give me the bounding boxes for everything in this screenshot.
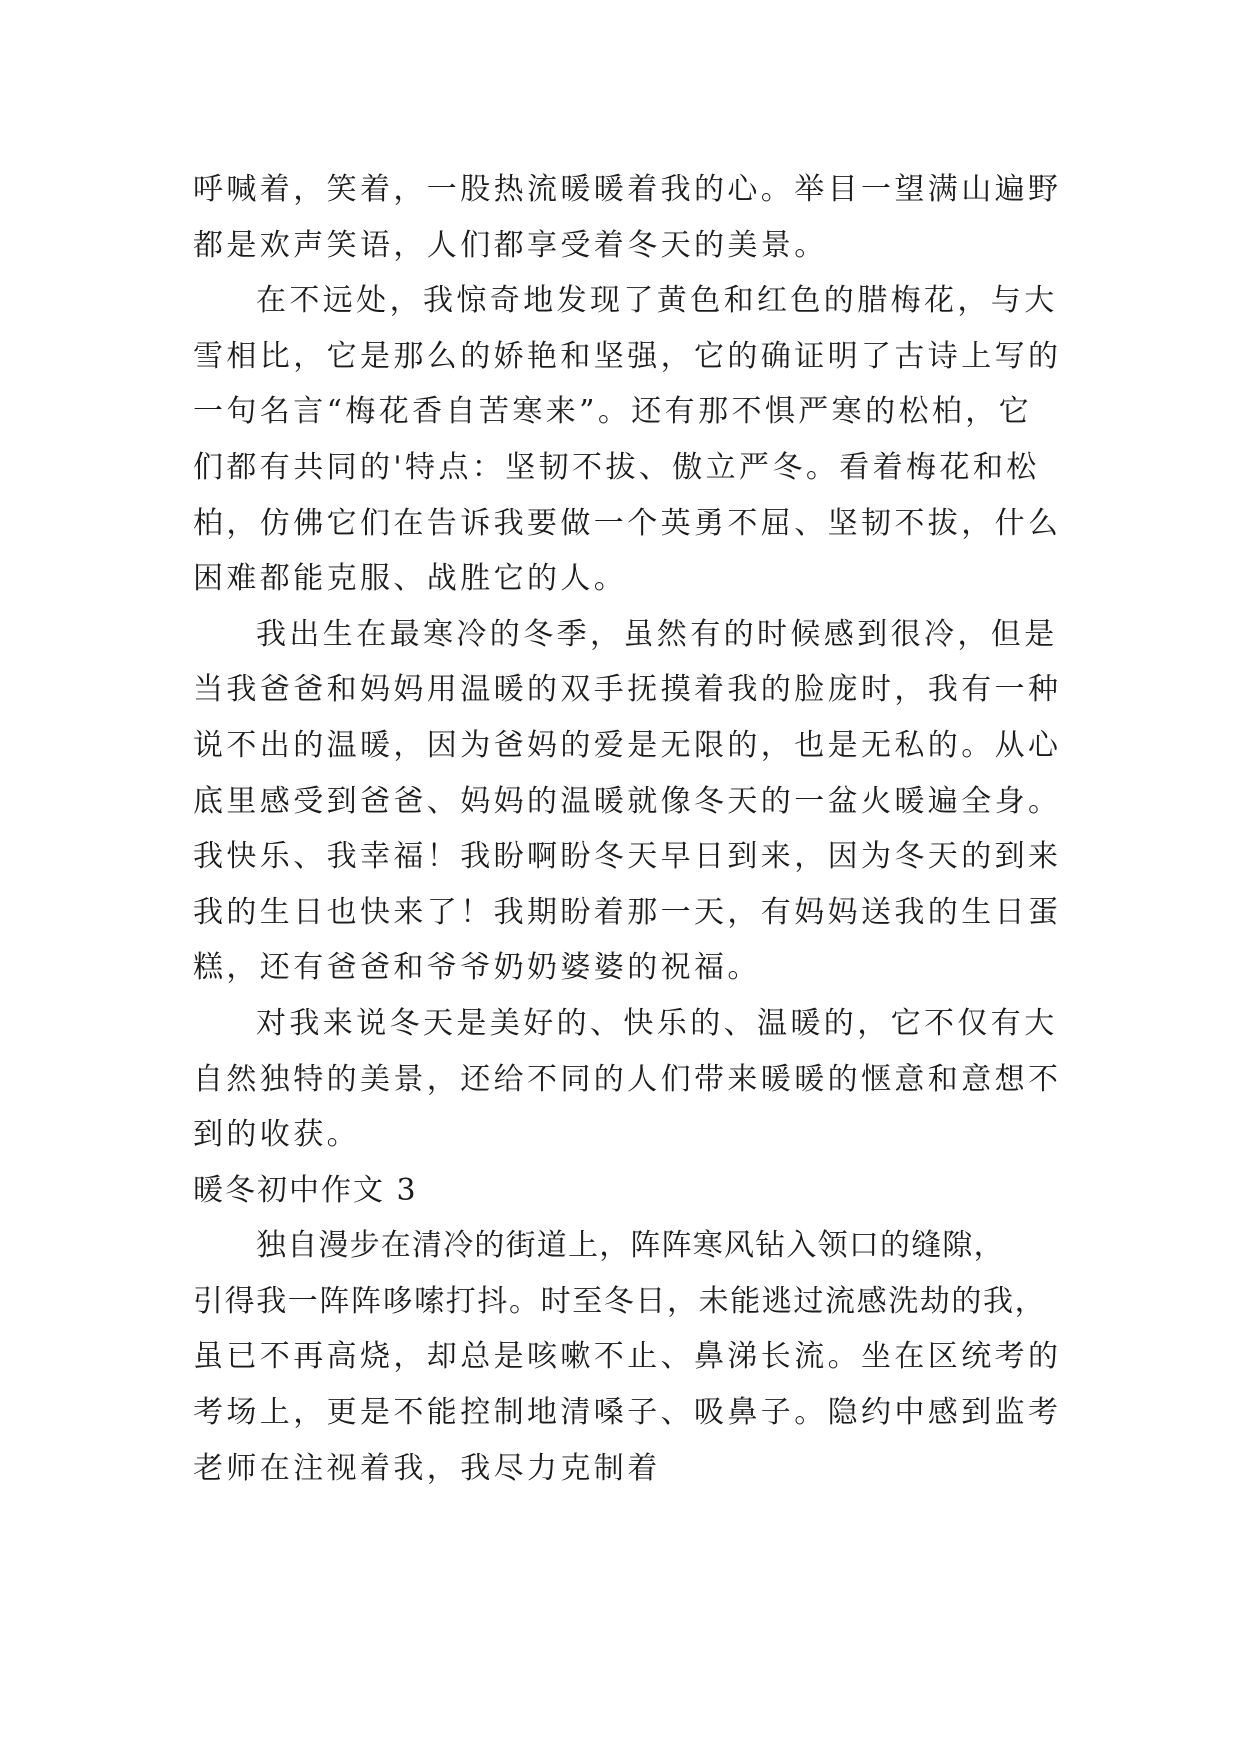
text-line: 老师在注视着我，我尽力克制着 (193, 1450, 661, 1486)
paragraph-start-line: 独自漫步在清冷的街道上，阵阵寒风钻入领口的缝隙， (256, 1228, 1005, 1264)
document-body (193, 162, 1062, 1496)
paragraph-start-line: 我出生在最寒冷的冬季，虽然有的时候感到很冷，但是 (256, 616, 1058, 652)
text-line: 一句名言“梅花香自苦寒来”。还有那不惧严寒的松柏，它 (193, 394, 1033, 430)
text-line: 当我爸爸和妈妈用温暖的双手抚摸着我的脸庞时，我有一种 (193, 672, 1062, 708)
text-line: 虽已不再高烧，却总是咳嗽不止、鼻涕长流。坐在区统考的 (193, 1339, 1062, 1375)
text-line: 底里感受到爸爸、妈妈的温暖就像冬天的一盆火暖遍全身。 (193, 783, 1062, 819)
text-line: 呼喊着，笑着，一股热流暖暖着我的心。举目一望满山遍野 (193, 172, 1062, 207)
text-line: 柏，仿佛它们在告诉我要做一个英勇不屈、坚韧不拔，什么 (193, 505, 1062, 541)
text-line: 困难都能克服、战胜它的人。 (193, 561, 628, 597)
section-heading: 暖冬初中作文 3 (193, 1172, 418, 1208)
paragraph-start-line: 在不远处，我惊奇地发现了黄色和红色的腊梅花，与大 (256, 283, 1058, 319)
text-line: 引得我一阵阵哆嗦打抖。时至冬日，未能逃过流感洗劫的我， (193, 1283, 1047, 1319)
text-line: 考场上，更是不能控制地清嗓子、吸鼻子。隐约中感到监考 (193, 1395, 1062, 1431)
text-line: 糕，还有爸爸和爷爷奶奶婆婆的祝福。 (193, 950, 761, 986)
text-line: 雪相比，它是那么的娇艳和坚强，它的确证明了古诗上写的 (193, 338, 1062, 374)
text-line: 我快乐、我幸福！我盼啊盼冬天早日到来，因为冬天的到来 (193, 839, 1062, 875)
text-line: 都是欢声笑语，人们都享受着冬天的美景。 (193, 227, 828, 263)
text-line: 到的收获。 (193, 1117, 360, 1153)
text-line: 我的生日也快来了！我期盼着那一天，有妈妈送我的生日蛋 (193, 894, 1062, 930)
text-line: 自然独特的美景，还给不同的人们带来暖暖的惬意和意想不 (193, 1061, 1062, 1097)
text-line: 们都有共同的'特点：坚韧不拔、傲立严冬。看着梅花和松 (193, 449, 1040, 485)
text-line: 说不出的温暖，因为爸妈的爱是无限的，也是无私的。从心 (193, 727, 1062, 763)
paragraph-start-line: 对我来说冬天是美好的、快乐的、温暖的，它不仅有大 (256, 1005, 1058, 1041)
